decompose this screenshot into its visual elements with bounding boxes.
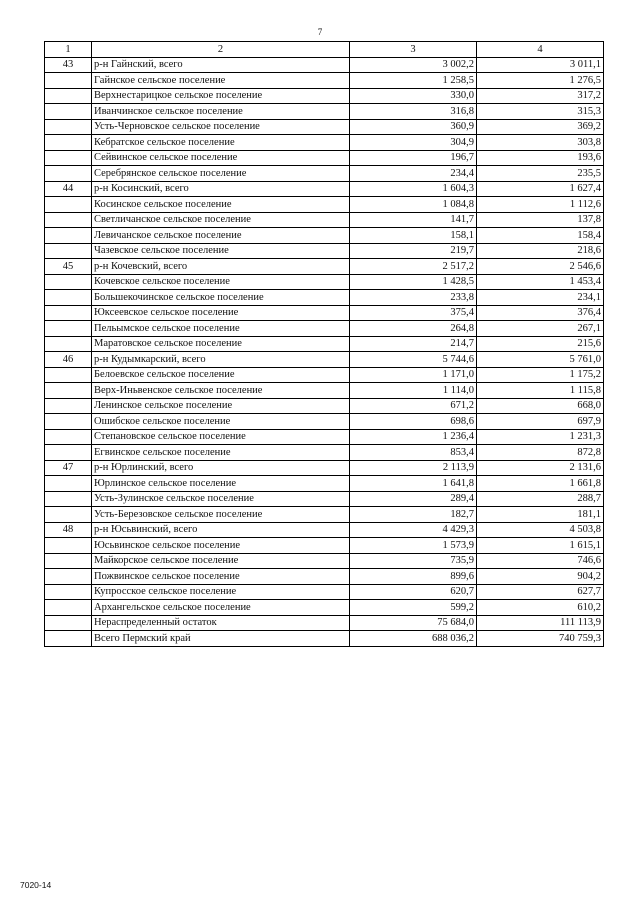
row-value-col4: 1 453,4 [477, 274, 604, 290]
budget-table [44, 41, 604, 647]
table-row [45, 321, 604, 337]
table-row [45, 197, 604, 213]
header-col-4: 4 [477, 42, 604, 58]
row-value-col4: 1 115,8 [477, 383, 604, 399]
row-value-col4: 610,2 [477, 600, 604, 616]
row-number [45, 538, 92, 554]
row-name: Маратовское сельское поселение [92, 336, 350, 352]
row-name: Белоевское сельское поселение [92, 367, 350, 383]
row-name: р-н Юсьвинский, всего [92, 522, 350, 538]
row-value-col4: 872,8 [477, 445, 604, 461]
table-row [45, 150, 604, 166]
row-name: Верхнестарицкое сельское поселение [92, 88, 350, 104]
table-row [45, 445, 604, 461]
row-number [45, 166, 92, 182]
row-value-col3: 4 429,3 [350, 522, 477, 538]
table-row [45, 460, 604, 476]
row-value-col4: 1 661,8 [477, 476, 604, 492]
row-name: Чазевское сельское поселение [92, 243, 350, 259]
footer-code: 7020-14 [20, 880, 52, 890]
row-value-col3: 75 684,0 [350, 615, 477, 631]
row-number [45, 243, 92, 259]
row-name: Всего Пермский край [92, 631, 350, 647]
row-name: Светличанское сельское поселение [92, 212, 350, 228]
table-row [45, 290, 604, 306]
row-number [45, 135, 92, 151]
row-value-col3: 360,9 [350, 119, 477, 135]
row-value-col3: 304,9 [350, 135, 477, 151]
row-number [45, 600, 92, 616]
table-row [45, 181, 604, 197]
row-value-col3: 1 236,4 [350, 429, 477, 445]
table-row [45, 476, 604, 492]
row-value-col4: 627,7 [477, 584, 604, 600]
row-number: 44 [45, 181, 92, 197]
row-value-col3: 182,7 [350, 507, 477, 523]
row-value-col4: 137,8 [477, 212, 604, 228]
row-value-col4: 267,1 [477, 321, 604, 337]
table-row [45, 491, 604, 507]
row-name: Усть-Зулинское сельское поселение [92, 491, 350, 507]
table-row [45, 429, 604, 445]
table-header-row [45, 42, 604, 58]
table-row [45, 600, 604, 616]
row-name: р-н Кочевский, всего [92, 259, 350, 275]
row-value-col3: 214,7 [350, 336, 477, 352]
table-row [45, 553, 604, 569]
row-name: Иванчинское сельское поселение [92, 104, 350, 120]
table-row [45, 243, 604, 259]
table-row [45, 305, 604, 321]
table-row [45, 584, 604, 600]
row-value-col4: 1 627,4 [477, 181, 604, 197]
row-name: Сейвинское сельское поселение [92, 150, 350, 166]
row-value-col4: 1 231,3 [477, 429, 604, 445]
row-name: Архангельское сельское поселение [92, 600, 350, 616]
row-name: Кебратское сельское поселение [92, 135, 350, 151]
row-value-col4: 1 112,6 [477, 197, 604, 213]
row-number [45, 491, 92, 507]
row-value-col3: 620,7 [350, 584, 477, 600]
row-name: Степановское сельское поселение [92, 429, 350, 445]
row-value-col4: 315,3 [477, 104, 604, 120]
row-value-col4: 5 761,0 [477, 352, 604, 368]
row-name: р-н Гайнский, всего [92, 57, 350, 73]
header-col-2: 2 [92, 42, 350, 58]
table-row [45, 228, 604, 244]
row-number [45, 88, 92, 104]
row-number [45, 104, 92, 120]
row-name: Кочевское сельское поселение [92, 274, 350, 290]
header-col-3: 3 [350, 42, 477, 58]
row-number [45, 507, 92, 523]
row-number [45, 119, 92, 135]
row-value-col3: 219,7 [350, 243, 477, 259]
row-value-col3: 234,4 [350, 166, 477, 182]
row-value-col3: 316,8 [350, 104, 477, 120]
row-name: р-н Кудымкарский, всего [92, 352, 350, 368]
row-value-col4: 235,5 [477, 166, 604, 182]
row-value-col4: 111 113,9 [477, 615, 604, 631]
table-row [45, 569, 604, 585]
row-value-col3: 1 171,0 [350, 367, 477, 383]
row-value-col4: 215,6 [477, 336, 604, 352]
row-value-col4: 218,6 [477, 243, 604, 259]
table-row [45, 336, 604, 352]
row-value-col3: 1 258,5 [350, 73, 477, 89]
row-value-col3: 599,2 [350, 600, 477, 616]
row-value-col4: 158,4 [477, 228, 604, 244]
row-number [45, 197, 92, 213]
row-value-col3: 158,1 [350, 228, 477, 244]
row-name: Нераспределенный остаток [92, 615, 350, 631]
row-number [45, 398, 92, 414]
row-name: Ленинское сельское поселение [92, 398, 350, 414]
row-name: Большекочинское сельское поселение [92, 290, 350, 306]
row-value-col4: 288,7 [477, 491, 604, 507]
row-value-col3: 1 573,9 [350, 538, 477, 554]
row-name: Пожвинское сельское поселение [92, 569, 350, 585]
page-number: 7 [317, 27, 323, 37]
table-row [45, 212, 604, 228]
table-row [45, 522, 604, 538]
row-name: Серебрянское сельское поселение [92, 166, 350, 182]
row-value-col3: 264,8 [350, 321, 477, 337]
table-row [45, 88, 604, 104]
row-value-col3: 853,4 [350, 445, 477, 461]
row-value-col3: 375,4 [350, 305, 477, 321]
row-value-col3: 233,8 [350, 290, 477, 306]
row-number [45, 569, 92, 585]
table-row [45, 274, 604, 290]
row-name: Юрлинское сельское поселение [92, 476, 350, 492]
row-name: Юксеевское сельское поселение [92, 305, 350, 321]
row-number [45, 336, 92, 352]
row-name: Левичанское сельское поселение [92, 228, 350, 244]
row-name: Майкорское сельское поселение [92, 553, 350, 569]
row-name: Купросское сельское поселение [92, 584, 350, 600]
table-row [45, 398, 604, 414]
row-number [45, 584, 92, 600]
row-value-col4: 1 175,2 [477, 367, 604, 383]
row-value-col3: 698,6 [350, 414, 477, 430]
row-name: Гайнское сельское поселение [92, 73, 350, 89]
row-value-col3: 899,6 [350, 569, 477, 585]
row-number: 47 [45, 460, 92, 476]
table-row [45, 104, 604, 120]
row-value-col3: 1 604,3 [350, 181, 477, 197]
row-value-col3: 3 002,2 [350, 57, 477, 73]
row-number: 46 [45, 352, 92, 368]
row-value-col3: 141,7 [350, 212, 477, 228]
row-name: р-н Косинский, всего [92, 181, 350, 197]
row-value-col3: 688 036,2 [350, 631, 477, 647]
row-name: Косинское сельское поселение [92, 197, 350, 213]
row-value-col4: 2 131,6 [477, 460, 604, 476]
row-value-col3: 1 114,0 [350, 383, 477, 399]
row-value-col3: 1 641,8 [350, 476, 477, 492]
row-number [45, 367, 92, 383]
row-name: Пельымское сельское поселение [92, 321, 350, 337]
row-number [45, 274, 92, 290]
row-value-col4: 4 503,8 [477, 522, 604, 538]
row-number [45, 150, 92, 166]
row-value-col4: 668,0 [477, 398, 604, 414]
row-number [45, 383, 92, 399]
table-row [45, 631, 604, 647]
row-value-col3: 5 744,6 [350, 352, 477, 368]
row-value-col3: 1 084,8 [350, 197, 477, 213]
row-number [45, 553, 92, 569]
row-number [45, 290, 92, 306]
table-row [45, 383, 604, 399]
row-value-col4: 369,2 [477, 119, 604, 135]
table-row [45, 119, 604, 135]
row-name: Верх-Иньвенское сельское поселение [92, 383, 350, 399]
row-number: 48 [45, 522, 92, 538]
row-value-col3: 2 517,2 [350, 259, 477, 275]
row-number [45, 305, 92, 321]
table-row [45, 135, 604, 151]
row-value-col3: 1 428,5 [350, 274, 477, 290]
row-value-col4: 740 759,3 [477, 631, 604, 647]
row-name: Егвинское сельское поселение [92, 445, 350, 461]
row-value-col4: 1 615,1 [477, 538, 604, 554]
row-value-col4: 746,6 [477, 553, 604, 569]
row-number [45, 321, 92, 337]
table-row [45, 615, 604, 631]
row-number [45, 212, 92, 228]
row-number [45, 476, 92, 492]
row-number [45, 228, 92, 244]
row-value-col4: 317,2 [477, 88, 604, 104]
row-name: р-н Юрлинский, всего [92, 460, 350, 476]
table-row [45, 259, 604, 275]
row-number: 43 [45, 57, 92, 73]
row-value-col3: 2 113,9 [350, 460, 477, 476]
row-value-col3: 671,2 [350, 398, 477, 414]
row-number [45, 429, 92, 445]
row-value-col3: 289,4 [350, 491, 477, 507]
table-row [45, 73, 604, 89]
row-value-col4: 697,9 [477, 414, 604, 430]
row-name: Юсьвинское сельское поселение [92, 538, 350, 554]
row-number: 45 [45, 259, 92, 275]
row-value-col4: 376,4 [477, 305, 604, 321]
row-value-col4: 193,6 [477, 150, 604, 166]
row-value-col4: 3 011,1 [477, 57, 604, 73]
table-body [45, 57, 604, 646]
row-value-col4: 2 546,6 [477, 259, 604, 275]
row-number [45, 445, 92, 461]
row-value-col4: 904,2 [477, 569, 604, 585]
table-row [45, 166, 604, 182]
table-row [45, 367, 604, 383]
row-value-col4: 181,1 [477, 507, 604, 523]
row-name: Усть-Березовское сельское поселение [92, 507, 350, 523]
row-value-col4: 1 276,5 [477, 73, 604, 89]
row-number [45, 631, 92, 647]
header-col-1: 1 [45, 42, 92, 58]
table-row [45, 507, 604, 523]
row-value-col3: 196,7 [350, 150, 477, 166]
table-row [45, 538, 604, 554]
row-value-col4: 303,8 [477, 135, 604, 151]
row-value-col4: 234,1 [477, 290, 604, 306]
table-row [45, 352, 604, 368]
table-row [45, 57, 604, 73]
row-number [45, 615, 92, 631]
row-number [45, 73, 92, 89]
table-row [45, 414, 604, 430]
row-value-col3: 735,9 [350, 553, 477, 569]
row-name: Усть-Черновское сельское поселение [92, 119, 350, 135]
row-number [45, 414, 92, 430]
row-name: Ошибское сельское поселение [92, 414, 350, 430]
row-value-col3: 330,0 [350, 88, 477, 104]
